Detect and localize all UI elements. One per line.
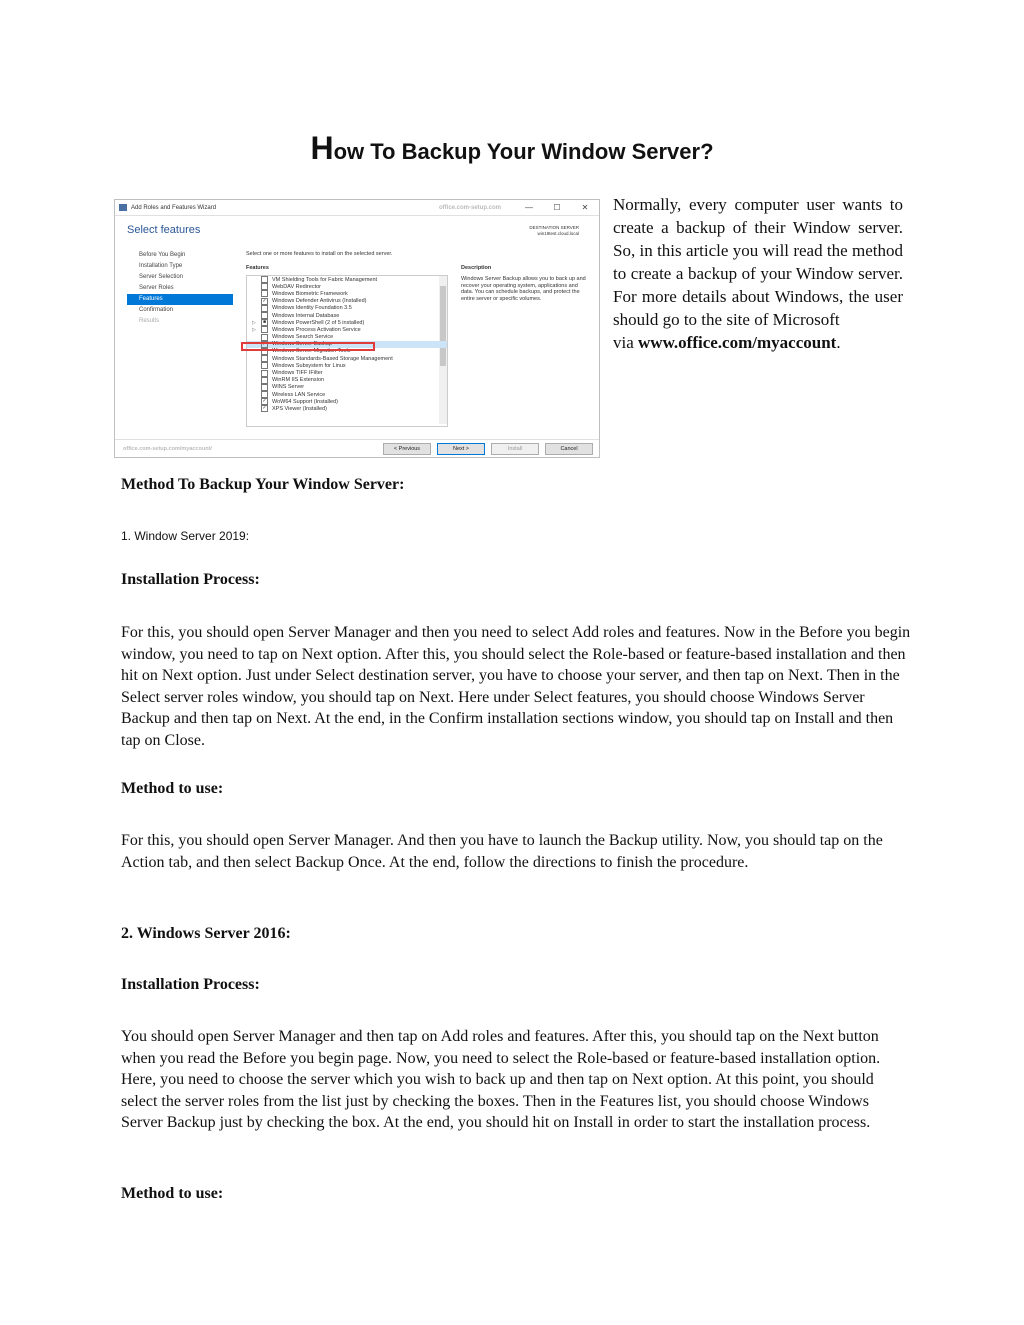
nav-item: Confirmation xyxy=(139,307,174,313)
feature-row xyxy=(247,384,447,391)
feature-label: Windows Defender Antivirus (Installed) xyxy=(272,298,367,305)
title-rest: ow To Backup Your Window Server? xyxy=(333,139,714,164)
feature-label: Windows Server Migration Tools xyxy=(272,348,351,355)
maximize-icon: ☐ xyxy=(553,203,561,212)
feature-label: Windows Server Backup xyxy=(272,341,332,348)
feature-checkbox xyxy=(261,377,268,384)
feature-checkbox: ✓ xyxy=(262,340,267,347)
feature-row xyxy=(247,391,447,398)
feature-row xyxy=(247,377,447,384)
wizard-screenshot xyxy=(114,199,600,458)
feature-label: Windows PowerShell (2 of 5 installed) xyxy=(272,319,365,326)
feature-label: Windows Biometric Framework xyxy=(272,290,348,297)
feature-row xyxy=(247,362,447,369)
footer-watermark: office.com-setup.com/myaccount/ xyxy=(123,445,212,452)
feature-checkbox xyxy=(261,362,268,369)
feature-checkbox xyxy=(261,312,268,319)
destination-server xyxy=(529,225,579,237)
feature-row xyxy=(247,326,447,333)
feature-label: Windows Identity Foundation 3.5 xyxy=(272,305,352,312)
feature-label: WoW64 Support (Installed) xyxy=(272,398,338,405)
feature-row xyxy=(247,312,447,319)
section1-method-paragraph: For this, you should open Server Manager. And then you have to launch the Backup utility. Now, you should tap on the Action tab, and then select Backup Once. At the end, follow the directions to finish the procedure. xyxy=(121,832,883,871)
feature-label: Windows Process Activation Service xyxy=(272,326,361,333)
section1-paragraph: For this, you should open Server Manager and then you need to select Add roles and features. Now in the Before you begin window, you need to tap on Next option. After this, you should select the Role-based or feature-based installation and then hit on Next option. Just under Select destination server, you have to choose your server, and then tap on Next. Then in the Select server roles window, you should tap on Next. Here under Select features, you should choose Windows Server Backup and then tap on Next. At the end, in the Confirm installation sections window, you should tap on Install and then tap on Close. xyxy=(121,624,911,749)
wizard-footer xyxy=(115,439,599,457)
feature-checkbox: ✓ xyxy=(262,405,267,412)
install-button: Install xyxy=(491,443,539,455)
section1-title: 1. Window Server 2019: xyxy=(121,529,250,543)
feature-label: WebDAV Redirector xyxy=(272,283,322,290)
highlight-box xyxy=(241,342,375,351)
wizard-window-title: Add Roles and Features Wizard xyxy=(131,204,217,211)
via-text: via xyxy=(613,333,634,352)
titlebar-watermark: office.com-setup.com xyxy=(438,204,501,211)
feature-row xyxy=(247,355,447,362)
feature-checkbox: ✓ xyxy=(262,297,267,304)
cancel-button: Cancel xyxy=(545,443,593,455)
feature-row xyxy=(247,298,447,305)
feature-checkbox: ✓ xyxy=(262,398,267,405)
feature-row xyxy=(247,276,447,283)
feature-label: WINS Server xyxy=(272,384,305,391)
page-title xyxy=(0,130,1024,167)
installation-heading-2: Installation Process: xyxy=(121,976,260,993)
description-label: Description xyxy=(461,265,492,271)
feature-label: Wireless LAN Service xyxy=(272,391,326,398)
wizard-heading: Select features xyxy=(127,224,201,236)
office-link[interactable]: www.office.com/myaccount xyxy=(638,333,837,352)
feature-label: Windows TIFF IFilter xyxy=(272,370,323,377)
feature-label: Windows Subsystem for Linux xyxy=(272,362,346,369)
feature-label: Windows Standards-Based Storage Management xyxy=(272,355,393,362)
feature-row xyxy=(247,405,447,412)
method-heading: Method To Backup Your Window Server: xyxy=(121,476,405,493)
section2-title: 2. Windows Server 2016: xyxy=(121,925,291,942)
feature-row xyxy=(247,319,447,326)
feature-label: VM Shielding Tools for Fabric Management xyxy=(272,276,378,283)
feature-description: Windows Server Backup allows you to back up and recover your operating system, applications and data. You can schedule backups, and protect the entire server or specific volumes. xyxy=(461,276,586,302)
feature-checkbox xyxy=(261,326,268,333)
feature-checkbox: ■ xyxy=(262,319,267,326)
wizard-nav xyxy=(127,250,233,327)
feature-label: Windows Search Service xyxy=(272,334,334,341)
feature-checkbox xyxy=(261,334,268,341)
features-list xyxy=(246,275,448,427)
feature-checkbox xyxy=(261,283,268,290)
feature-row xyxy=(247,305,447,312)
expand-icon: ▷ xyxy=(252,326,256,333)
nav-item: Server Roles xyxy=(139,285,174,291)
feature-label: WinRM IIS Extension xyxy=(272,377,324,384)
destination-label: DESTINATION SERVER xyxy=(529,225,579,230)
feature-row xyxy=(247,369,447,376)
nav-item: Server Selection xyxy=(139,274,184,280)
installation-heading-1: Installation Process: xyxy=(121,571,260,588)
title-initial: H xyxy=(310,130,334,166)
feature-checkbox xyxy=(261,370,268,377)
intro-paragraph xyxy=(613,193,903,354)
wizard-intro: Select one or more features to install on the selected server. xyxy=(246,251,393,257)
nav-item: Before You Begin xyxy=(139,252,186,258)
feature-checkbox xyxy=(261,391,268,398)
previous-button: < Previous xyxy=(383,443,431,455)
nav-item: Results xyxy=(139,318,160,324)
method-use-heading-2: Method to use: xyxy=(121,1185,224,1202)
intro-text: Normally, every computer user wants to create a backup of their Window server. So, in this article you will read the method to create a backup of your Window server. For more details about Windows, the user should go to the site of Microsoft xyxy=(613,195,903,329)
wizard-titlebar xyxy=(115,200,599,216)
server-manager-icon xyxy=(119,204,127,211)
nav-item-active: Features xyxy=(127,294,233,305)
method-use-heading-1: Method to use: xyxy=(121,780,224,797)
minimize-icon: — xyxy=(525,203,533,212)
destination-value: win19test.cloud.local xyxy=(537,231,579,236)
feature-checkbox xyxy=(261,384,268,391)
close-icon: ✕ xyxy=(581,203,589,212)
next-button: Next > xyxy=(437,443,485,455)
feature-checkbox xyxy=(261,305,268,312)
feature-checkbox xyxy=(261,290,268,297)
feature-checkbox xyxy=(261,355,268,362)
intro-period: . xyxy=(836,333,841,352)
feature-row xyxy=(247,283,447,290)
feature-label: XPS Viewer (Installed) xyxy=(272,405,327,412)
section2-paragraph: You should open Server Manager and then tap on Add roles and features. After this, you should tap on the Next button when you read the Before you begin page. Now, you need to select the Role-based or feature-based installation option. Here, you need to choose the server which you wish to back up and then tap on Next option. At this point, you should select the server roles from the list just by checking the boxes. Then in the Features list, you should choose Windows Server Backup just by checking the box. At the end, you should hit on Install in order to start the installation process. xyxy=(121,1028,881,1131)
expand-icon: ▷ xyxy=(252,319,256,326)
feature-row xyxy=(247,398,447,405)
feature-label: Windows Internal Database xyxy=(272,312,340,319)
feature-row xyxy=(247,290,447,297)
feature-checkbox xyxy=(261,276,268,283)
feature-row xyxy=(247,334,447,341)
features-label: Features xyxy=(246,265,269,271)
nav-item: Installation Type xyxy=(139,263,183,269)
